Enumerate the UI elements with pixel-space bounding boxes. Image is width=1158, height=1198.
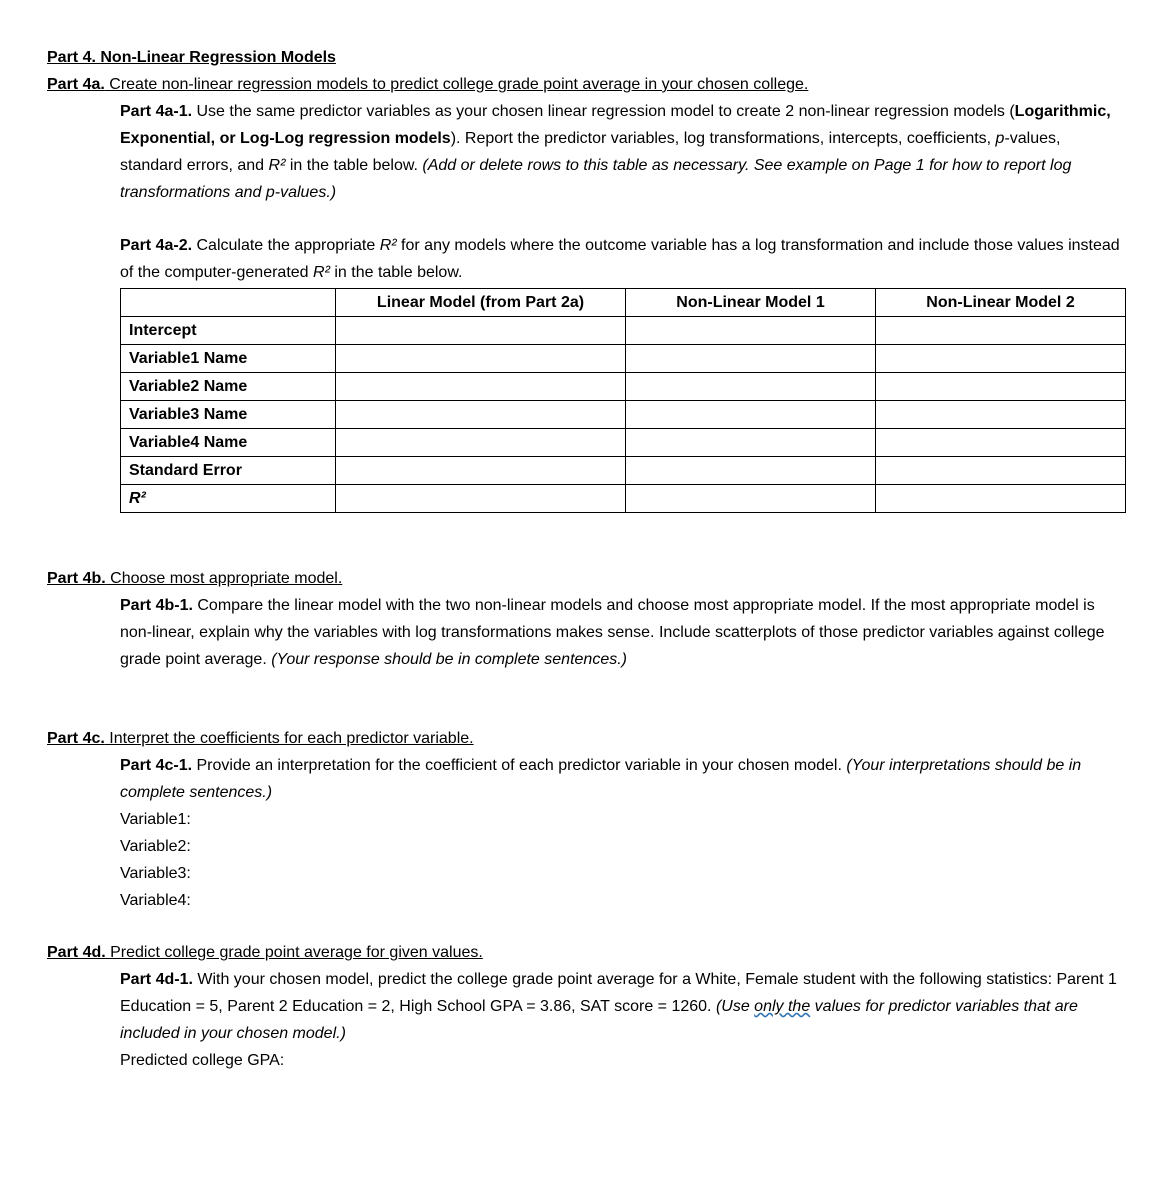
table-cell[interactable] [876,429,1126,457]
part4d1-paragraph [120,966,1125,1047]
part4a2-text-3: in the table below. [329,264,463,281]
row-label-variable3: Variable3 Name [121,401,336,429]
part4a1-text-2: ). Report the predictor variables, log transformations, intercepts, coefficients, [450,130,996,147]
table-header-nonlinear-1: Non-Linear Model 1 [626,289,876,317]
row-label-variable2: Variable2 Name [121,373,336,401]
variable3-line: Variable3: [120,865,191,882]
table-cell[interactable] [336,457,626,485]
table-cell[interactable] [336,373,626,401]
table-row-intercept [121,317,1126,345]
table-row-variable2 [121,373,1126,401]
table-row-r-squared [121,485,1126,513]
part4a1-text-3: -values, standard errors, and [120,130,1061,174]
part4d-heading-text: Predict college grade point average for given values. [105,944,483,961]
part4a2-text-2: for any models where the outcome variable has a log transformation and include those values instead of the computer-generated [120,237,1120,281]
table-cell[interactable] [336,429,626,457]
table-cell[interactable] [876,373,1126,401]
table-cell[interactable] [876,401,1126,429]
part4-title-text: Part 4. Non-Linear Regression Models [47,49,336,66]
part4a1-text-1: Use the same predictor variables as your chosen linear regression model to create 2 non-linear regression models ( [196,103,1015,120]
part4a1-italic-p: p [995,130,1005,147]
table-row-variable1 [121,345,1126,373]
part4c1-label: Part 4c-1. [120,757,197,774]
table-cell[interactable] [336,485,626,513]
part4a2-paragraph [120,232,1125,286]
part4b-label: Part 4b. [47,570,106,587]
table-row-standard-error [121,457,1126,485]
part4d1-block [120,966,1125,1074]
part4a2-text-1: Calculate the appropriate [196,237,380,254]
table-header-empty [121,289,336,317]
part4b1-text-1: Compare the linear model with the two non-linear models and choose most appropriate model. If the most appropriate model is non-linear, explain why the variables with log transformations makes sense. Include scatterplots of those predictor variables against college grade point average. [120,597,1105,668]
table-cell[interactable] [626,373,876,401]
part4d-heading [47,939,1125,966]
row-label-r-squared: R² [121,485,336,513]
table-cell[interactable] [876,457,1126,485]
table-cell[interactable] [336,345,626,373]
part4d1-label: Part 4d-1. [120,971,198,988]
part4c-label: Part 4c. [47,730,105,747]
part4c-heading [47,725,1125,752]
part4d1-text-1: With your chosen model, predict the college grade point average for a White, Female student with the following statistics: Parent 1 Education = 5, Parent 2 Education = 2, High School GPA = 3.86, SAT score = 1260. [120,971,1117,1015]
variable2-line: Variable2: [120,838,191,855]
part4d1-italic-2: values for predictor variables that are included in your chosen model.) [120,998,1078,1042]
predicted-gpa-line: Predicted college GPA: [120,1052,285,1069]
part4a1-bold-models: Logarithmic, Exponential, or Log-Log regression models [120,103,1111,147]
table-cell[interactable] [626,317,876,345]
part4c-heading-text: Interpret the coefficients for each predictor variable. [104,730,474,747]
table-header-nonlinear-2: Non-Linear Model 2 [876,289,1126,317]
row-label-variable1: Variable1 Name [121,345,336,373]
part4c1-text-1: Provide an interpretation for the coefficient of each predictor variable in your chosen model. [196,757,847,774]
variable1-line: Variable1: [120,811,191,828]
part4c1-paragraph [120,752,1125,806]
row-label-intercept: Intercept [121,317,336,345]
table-cell[interactable] [876,317,1126,345]
variable4-line: Variable4: [120,892,191,909]
part4a-heading-text: Create non-linear regression models to predict college grade point average in your chosen college. [104,76,809,93]
part4a1-paragraph [120,98,1125,206]
part4c1-note: (Your interpretations should be in complete sentences.) [120,757,1082,801]
part4d1-grammar-marked-text: only the [754,998,811,1015]
part4a1-italic-r2: R² [268,157,286,174]
part4b1-label: Part 4b-1. [120,597,198,614]
regression-results-table [120,288,1126,513]
part4a1-text-4: in the table below. [285,157,423,174]
part4a-label: Part 4a. [47,76,105,93]
part4a2-italic-r2-b: R² [313,264,330,281]
row-label-standard-error: Standard Error [121,457,336,485]
part4a2-label: Part 4a-2. [120,237,197,254]
part4a-heading [47,71,1125,98]
table-cell[interactable] [626,345,876,373]
part4a1-note: (Add or delete rows to this table as necessary. See example on Page 1 for how to report log transformations and p-values.) [120,157,1072,201]
table-row-variable3 [121,401,1126,429]
part4b-heading-text: Choose most appropriate model. [105,570,343,587]
part4a2-italic-r2-a: R² [379,237,397,254]
part4b1-paragraph [120,592,1125,673]
table-cell[interactable] [626,429,876,457]
table-header-linear-model: Linear Model (from Part 2a) [336,289,626,317]
part4-title [47,44,1125,71]
table-cell[interactable] [336,317,626,345]
part4d1-italic-1: (Use [715,998,755,1015]
table-cell[interactable] [626,457,876,485]
table-row-variable4 [121,429,1126,457]
table-cell[interactable] [626,401,876,429]
table-cell[interactable] [876,485,1126,513]
part4d-label: Part 4d. [47,944,106,961]
part4a1-label: Part 4a-1. [120,103,197,120]
part4b1-note: (Your response should be in complete sentences.) [271,651,627,668]
part4b-heading [47,565,1125,592]
table-cell[interactable] [626,485,876,513]
table-cell[interactable] [876,345,1126,373]
variable-answer-lines [120,806,1125,914]
table-header-row [121,289,1126,317]
table-cell[interactable] [336,401,626,429]
row-label-variable4: Variable4 Name [121,429,336,457]
